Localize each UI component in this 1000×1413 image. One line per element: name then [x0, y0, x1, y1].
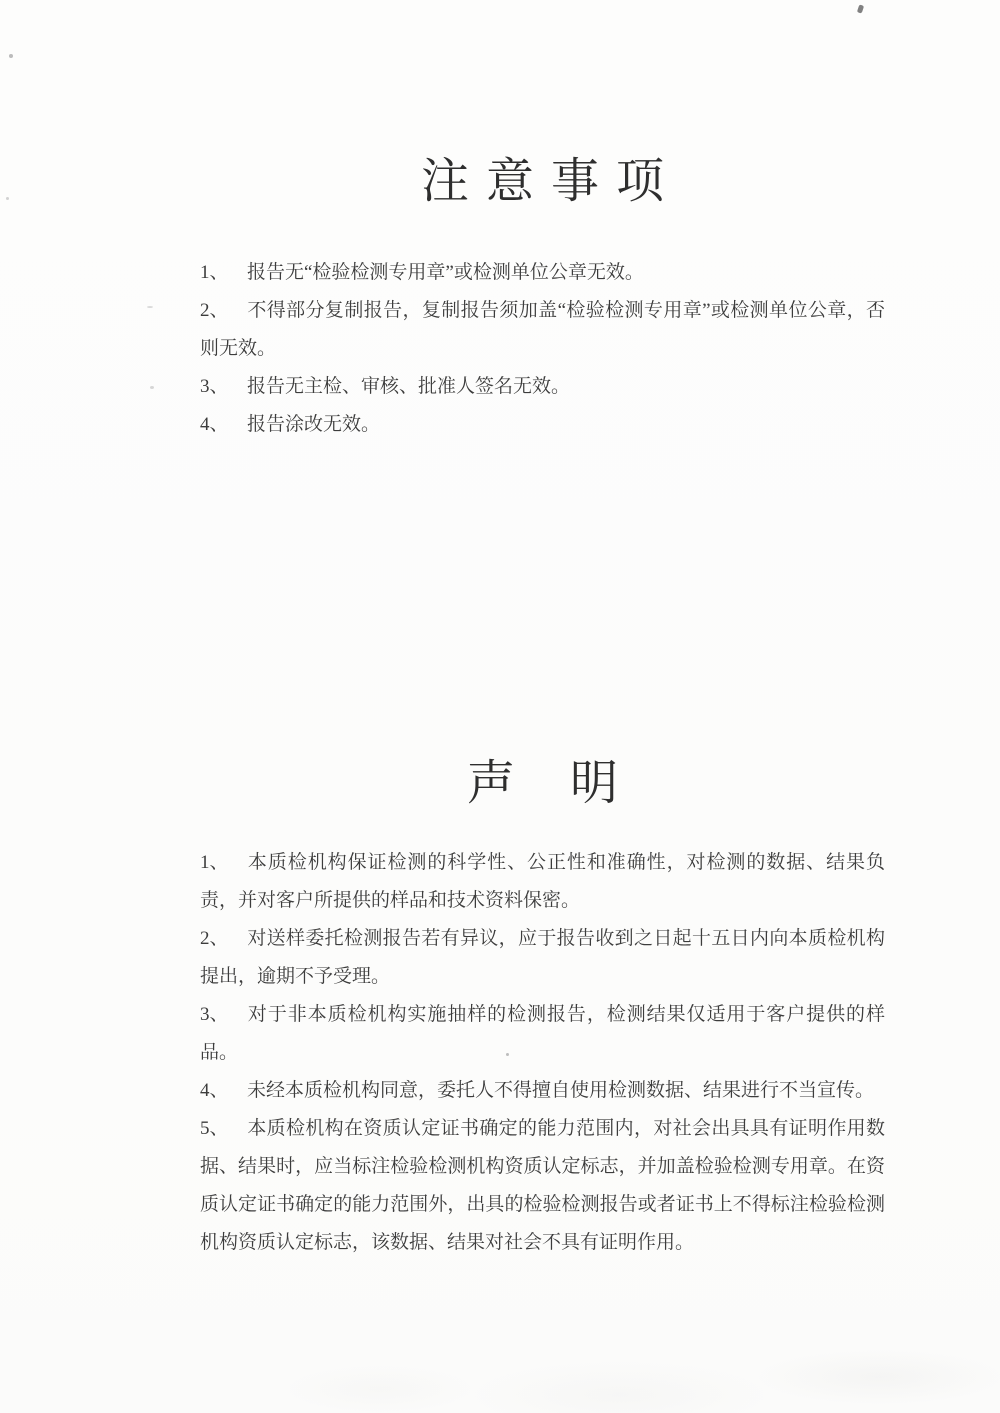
statement-item-5	[200, 1110, 885, 1262]
scan-speck	[857, 4, 864, 13]
scan-speck	[147, 306, 153, 308]
item-number: 4、	[200, 414, 229, 435]
item-number: 2、	[200, 300, 229, 321]
notice-section	[200, 156, 885, 444]
statement-item-4	[200, 1072, 885, 1110]
statement-section	[200, 758, 885, 1262]
item-number: 4、	[200, 1080, 229, 1101]
item-text: 报告涂改无效。	[247, 414, 381, 435]
item-number: 5、	[200, 1118, 229, 1139]
item-text: 报告无主检、审核、批准人签名无效。	[247, 376, 571, 397]
statement-title: 声明	[466, 757, 673, 810]
scan-noise	[0, 1293, 1000, 1413]
item-text: 对送样委托检测报告若有异议，应于报告收到之日起十五日内向本质检机构提出，逾期不予受理。	[200, 928, 885, 987]
page-content	[200, 156, 885, 1262]
notice-item-2	[200, 292, 885, 368]
item-text: 未经本质检机构同意，委托人不得擅自使用检测数据、结果进行不当宣传。	[247, 1080, 875, 1101]
scan-speck	[150, 386, 154, 389]
statement-item-3	[200, 996, 885, 1072]
item-number: 2、	[200, 928, 229, 949]
statement-item-2	[200, 920, 885, 996]
notice-items	[200, 254, 885, 444]
notice-item-1	[200, 254, 885, 292]
item-text: 本质检机构在资质认定证书确定的能力范围内，对社会出具具有证明作用数据、结果时，应当标注检验检测机构资质认定标志，并加盖检验检测专用章。在资质认定证书确定的能力范围外，出具的检验检测报告或者证书上不得标注检验检测机构资质认定标志，该数据、结果对社会不具有证明作用。	[200, 1118, 885, 1253]
item-text: 本质检机构保证检测的科学性、公正性和准确性，对检测的数据、结果负责，并对客户所提供的样品和技术资料保密。	[200, 852, 885, 911]
scan-speck	[6, 197, 9, 200]
notice-title: 注意事项	[420, 155, 681, 208]
notice-item-3	[200, 368, 885, 406]
item-number: 3、	[200, 1004, 229, 1025]
item-text: 对于非本质检机构实施抽样的检测报告，检测结果仅适用于客户提供的样品。	[200, 1004, 885, 1063]
statement-item-1	[200, 844, 885, 920]
item-number: 3、	[200, 376, 229, 397]
item-number: 1、	[200, 262, 229, 283]
scan-speck	[9, 54, 13, 58]
statement-items	[200, 844, 885, 1262]
item-number: 1、	[200, 852, 229, 873]
item-text: 报告无“检验检测专用章”或检测单位公章无效。	[247, 262, 644, 283]
item-text: 不得部分复制报告，复制报告须加盖“检验检测专用章”或检测单位公章，否则无效。	[200, 300, 885, 359]
notice-item-4	[200, 406, 885, 444]
